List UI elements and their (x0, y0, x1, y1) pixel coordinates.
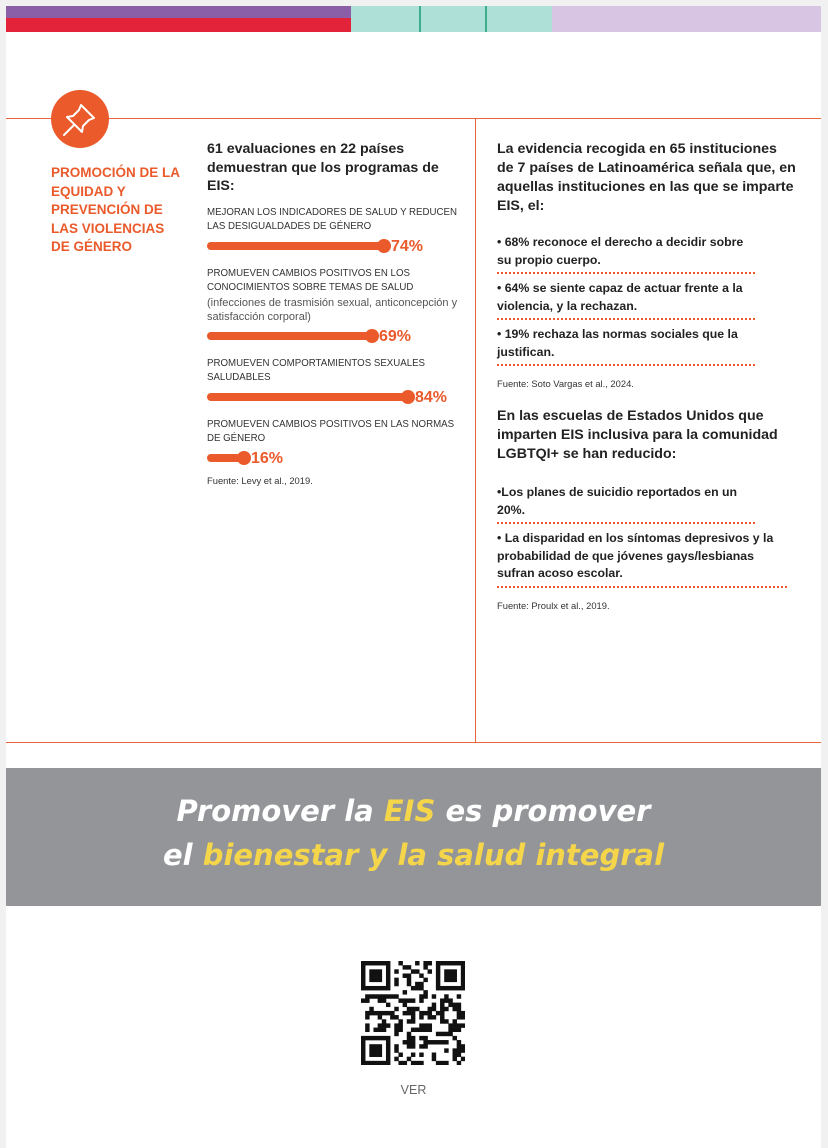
stat-item (207, 418, 462, 469)
pushpin-icon (51, 90, 109, 148)
evidence-column (497, 140, 797, 611)
latam-bullet: • 19% rechaza las normas sociales que la justifican. (497, 326, 755, 366)
usa-bullet: •Los planes de suicidio reportados en un 20%. (497, 484, 755, 524)
stat-label: PROMUEVEN CAMBIOS POSITIVOS EN LOS CONOCIMIENTOS SOBRE TEMAS DE SALUD (207, 267, 414, 293)
usa-heading: En las escuelas de Estados Unidos que imparten EIS inclusiva para la comunidad LGBTQI+ se han reducido: (497, 408, 778, 462)
band-red (6, 18, 351, 32)
usa-bullet: • La disparidad en los síntomas depresivos y la probabilidad de que jóvenes gays/lesbianas sufran acoso escolar. (497, 530, 787, 588)
bottom-rule (6, 742, 821, 743)
stat-percent: 84% (415, 388, 448, 406)
latam-bullet: • 64% se siente capaz de actuar frente a la violencia, y la rechazan. (497, 280, 755, 320)
top-color-band (6, 6, 821, 32)
slogan-banner (6, 768, 821, 906)
source-citation: Fuente: Soto Vargas et al., 2024. (497, 378, 634, 389)
stat-bar-row (207, 237, 462, 257)
stat-bar-end (237, 451, 251, 465)
stat-item (207, 267, 462, 347)
slogan-text: el (162, 838, 203, 872)
band-teal-divider (419, 6, 421, 32)
stat-bar (207, 242, 385, 250)
stat-bar-end (377, 239, 391, 253)
stat-percent: 69% (379, 327, 412, 345)
slogan-line-2 (6, 838, 821, 872)
page (6, 6, 821, 1148)
slogan-highlight: EIS (383, 794, 436, 828)
evaluations-heading: 61 evaluaciones en 22 países demuestran que los programas de EIS: (207, 141, 439, 194)
stat-item (207, 206, 462, 257)
evaluations-column (207, 140, 462, 486)
qr-label[interactable]: VER (400, 1083, 427, 1097)
stat-label: PROMUEVEN CAMBIOS POSITIVOS EN LAS NORMAS DE GÉNERO (207, 418, 455, 444)
section-title: PROMOCIÓN DE LA EQUIDAD Y PREVENCIÓN DE LAS VIOLENCIAS DE GÉNERO (51, 165, 180, 254)
band-lavender (552, 6, 821, 32)
stat-percent: 16% (251, 449, 284, 467)
slogan-highlight: bienestar y la salud integral (202, 838, 665, 872)
stat-bar (207, 332, 373, 340)
stat-bar-end (401, 390, 415, 404)
column-divider (475, 118, 476, 742)
band-purple (6, 6, 351, 18)
top-rule (6, 118, 821, 119)
stat-percent: 74% (391, 237, 424, 255)
stat-bar-row (207, 449, 462, 469)
source-citation: Fuente: Proulx et al., 2019. (497, 599, 610, 611)
stat-bar-row (207, 327, 462, 347)
slogan-text: Promover la (176, 794, 384, 828)
stat-bar (207, 393, 409, 401)
slogan-text: es promover (435, 794, 651, 828)
slogan-line-1 (6, 794, 821, 828)
stat-label: PROMUEVEN COMPORTAMIENTOS SEXUALES SALUDABLES (207, 357, 426, 383)
qr-code-icon[interactable] (361, 961, 465, 1065)
latam-heading: La evidencia recogida en 65 instituciones de 7 países de Latinoamérica señala que, en aquellas instituciones en las que se imparte EIS, el: (497, 141, 796, 214)
stat-note: (infecciones de trasmisión sexual, anticoncepción y satisfacción corporal) (207, 296, 458, 323)
stat-item (207, 357, 462, 408)
latam-bullet: • 68% reconoce el derecho a decidir sobre su propio cuerpo. (497, 234, 755, 274)
band-teal-divider (485, 6, 487, 32)
stat-bar-end (365, 329, 379, 343)
source-citation: Fuente: Levy et al., 2019. (207, 474, 313, 486)
band-teal (351, 6, 552, 32)
stat-label: MEJORAN LOS INDICADORES DE SALUD Y REDUCEN LAS DESIGUALDADES DE GÉNERO (207, 206, 457, 232)
stat-bar-row (207, 388, 462, 408)
